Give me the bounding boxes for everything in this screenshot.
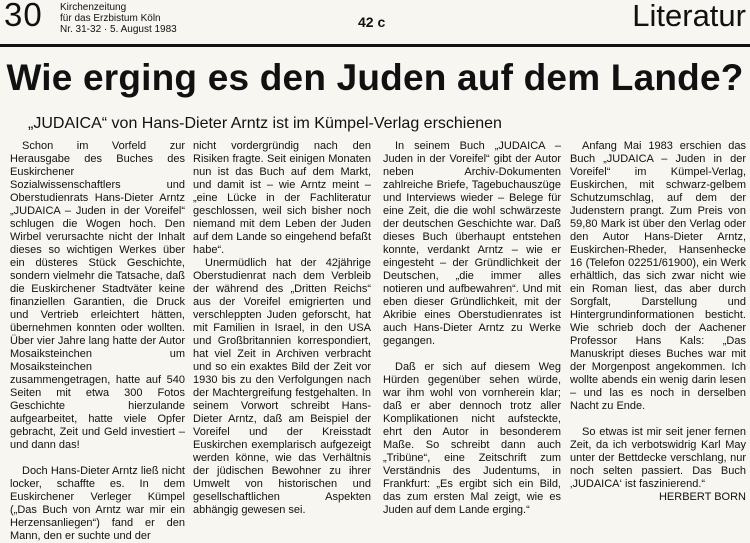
paragraph: So etwas ist mir seit jener fernen Zeit, da ich verbotswidrig Karl May unter der Bettdecke verschlang, nur noch selten passiert. Das Buch ‚JUDAICA‘ ist faszinierend.“ xyxy=(570,426,746,490)
paragraph: nicht vordergründig nach den Risiken fragte. Seit einigen Monaten nun ist das Buch auf dem Markt, und damit ist – wie Arntz meint – „eine Lücke in der Fachliteratur geschlossen, weil sich bisher noch niemand mit dem Leben der Juden auf dem Lande so eingehend befaßt habe“. xyxy=(193,140,371,256)
paragraph: Schon im Vorfeld zur Herausgabe des Buches des Euskirchener Sozialwissenschaftlers und Oberstudienrats Hans-Dieter Arntz „JUDAICA – Juden in der Voreifel“ schlugen die Wogen hoch. Den Wirbel verursachte nicht der Inhalt dieses so wichtigen Werkes über ein düsteres Stück Geschichte, sondern vielmehr die Tatsache, daß die Euskirchener Stadtväter keine finanziellen Garantien, die Druck und Vertrieb erleichtert hätten, übernehmen konnten oder wollten. Über vier Jahre lang hatte der Autor Mosaiksteinchen um Mosaiksteinchen zusammengetragen, hatte auf 540 Seiten mit etwa 300 Fotos Geschichte hierzulande aufgearbeitet, hatte viele Opfer gebracht, Zeit und Geld investiert – und dann das! xyxy=(10,140,185,451)
paragraph: Unermüdlich hat der 42jährige Oberstudienrat nach dem Verbleib der während des „Dritten Reichs“ aus der Voreifel emigrierten und verschleppten Juden geforscht, hat mit Familien in Israel, in den USA und Großbritannien korrespondiert, hat viel Zeit in Archiven verbracht und so ein exaktes Bild der Zeit vor 1930 bis zu den Verfolgungen nach der Machtergreifung festgehalten. In seinem Vorwort schreibt Hans-Dieter Arntz, daß am Beispiel der Voreifel und der Kreisstadt Euskirchen exemplarisch aufgezeigt werden könne, wie das Verhältnis der jüdischen Bewohner zu ihrer Umwelt von historischen und gesellschaftlichen Aspekten abhängig gewesen sei. xyxy=(193,257,371,516)
article-column-1 xyxy=(10,140,185,542)
page-number: 30 xyxy=(4,0,43,33)
article-author: HERBERT BORN xyxy=(658,491,746,503)
header-rule xyxy=(0,44,750,47)
article-column-4 xyxy=(570,140,746,532)
article-headline: Wie erging es den Juden auf dem Lande? xyxy=(6,57,744,98)
paragraph: Anfang Mai 1983 erschien das Buch „JUDAICA – Juden in der Voreifel“ im Kümpel-Verlag, Euskirchen, mit schwarz-gelbem Schutzumschlag, auf dem der Judenstern prangt. Zum Preis von 59,80 Mark ist über den Verlag oder den Autor Hans-Dieter Arntz, Euskirchen-Rheder, Hansenhecke 16 (Telefon 02251/61900), ein Werk erhältlich, das sich zwar nicht wie ein Roman liest, das aber durch Sorgfalt, Darstellung und Hintergrundinformationen besticht. Wie schrieb doch der Aachener Professor Hans Kals: „Das Manuskript dieses Buches war mit der Morgenpost angekommen. Ich wollte abends ein wenig darin lesen – und las es noch in derselben Nacht zu Ende. xyxy=(570,140,746,412)
paragraph: Daß er sich auf diesem Weg Hürden gegenüber sehen würde, war ihm wohl von vornherein klar; daß er aber dennoch trotz aller Komplikationen nicht aufsteckte, ehrt den Autor in besonderem Maße. So schreibt dann auch „Tribüne“, eine Zeitschrift zum Verständnis des Judentums, in Frankfurt: „Es ergibt sich ein Bild, das zum ersten Mal zeigt, wie es Juden auf dem Lande erging.“ xyxy=(383,361,561,516)
publication-name: Kirchenzeitung xyxy=(60,2,127,13)
paragraph: Doch Hans-Dieter Arntz ließ nicht locker, schaffte es. In dem Euskirchener Verleger Kümpel („Das Buch von Arntz war mir ein Herzensanliegen“) fand er den Mann, den er suchte und der xyxy=(10,465,185,542)
publication-region: für das Erzbistum Köln xyxy=(60,13,161,24)
section-title: Literatur xyxy=(632,0,746,33)
article-column-3 xyxy=(383,140,561,532)
article-subheadline: „JUDAICA“ von Hans-Dieter Arntz ist im Kümpel-Verlag erschienen xyxy=(28,115,502,132)
publication-info xyxy=(60,2,177,35)
page-code: 42 c xyxy=(358,14,386,30)
page-header xyxy=(0,0,750,44)
article-column-2 xyxy=(193,140,371,532)
paragraph: In seinem Buch „JUDAICA – Juden in der Voreifel“ gibt der Autor neben Archiv-Dokumenten zahlreiche Briefe, Tagebuchauszüge und Interviews wieder – Belege für eine Zeit, die die wohl schwärzeste der deutschen Geschichte war. Daß dieses Buch überhaupt entstehen konnte, verdankt Arntz – wie er eingesteht – der Gründlichkeit der Deutschen, „die immer alles notieren und aufbewahren“. Und mit eben dieser Gründlichkeit, mit der Akribie eines Oberstudienrates ist auch Hans-Dieter Arntz zu Werke gegangen. xyxy=(383,140,561,347)
issue-date: Nr. 31-32 · 5. August 1983 xyxy=(60,24,177,35)
